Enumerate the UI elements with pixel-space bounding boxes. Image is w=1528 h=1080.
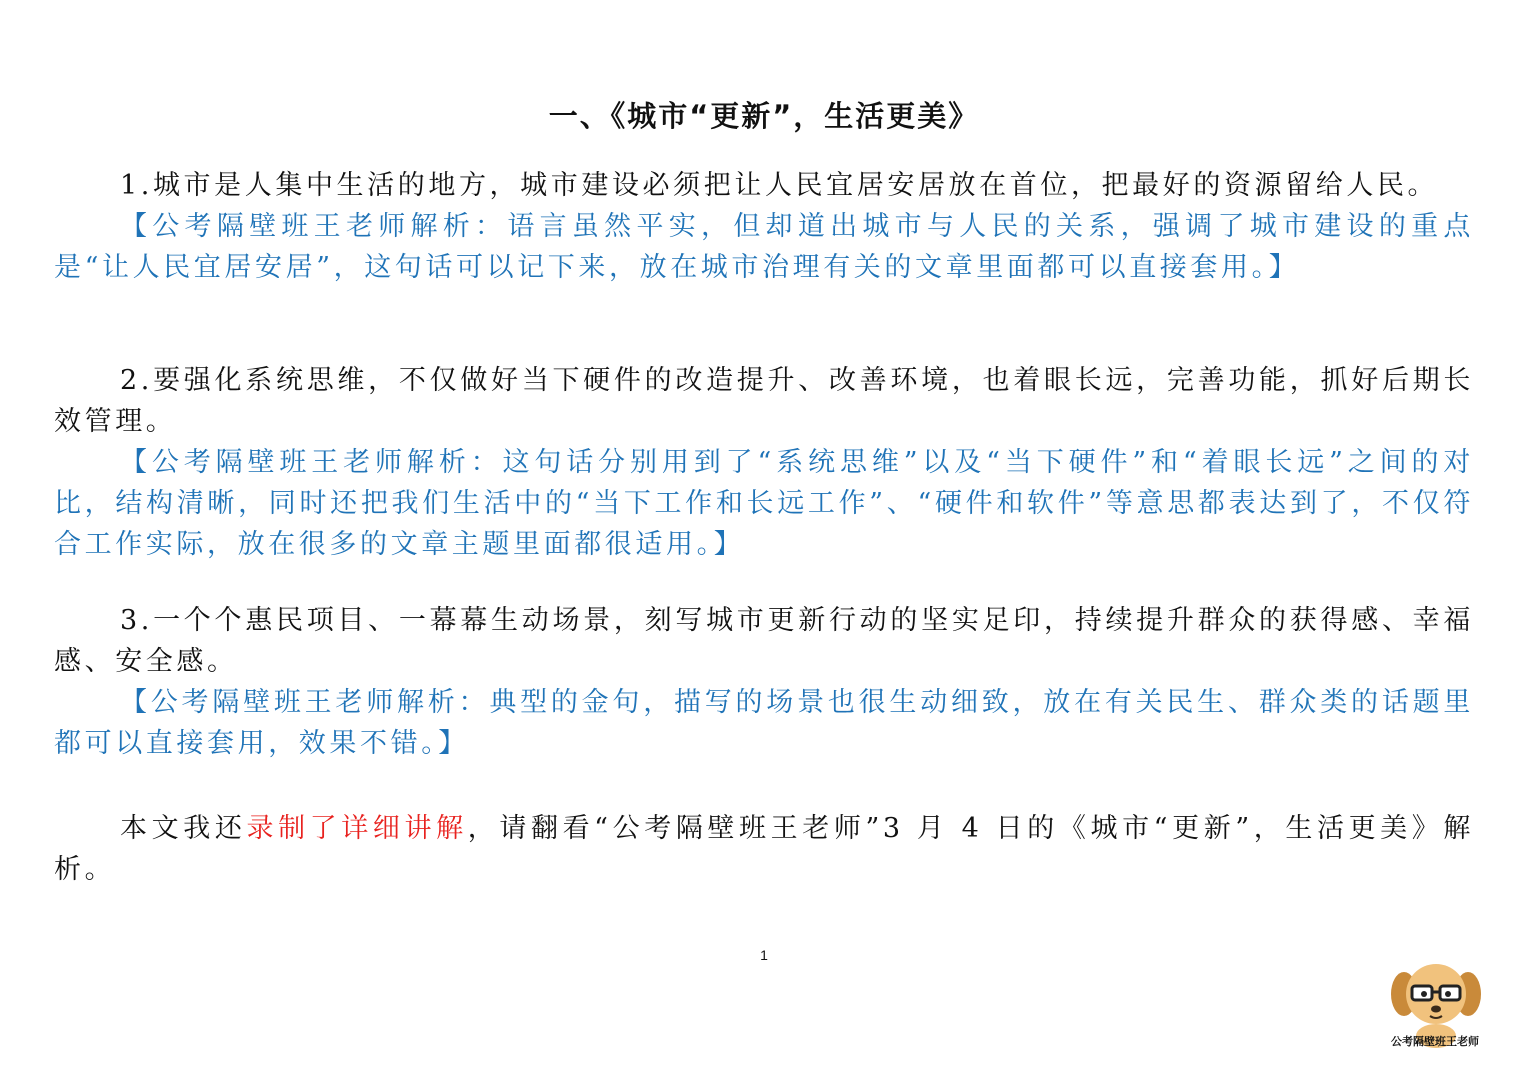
- closing-highlight: 录制了详细讲解: [246, 813, 468, 844]
- item-1: [54, 165, 1474, 288]
- item-text: 3.一个个惠民项目、一幕幕生动场景，刻写城市更新行动的坚实足印，持续提升群众的获得感、幸福感、安全感。: [54, 605, 1474, 677]
- page-title: 一、《城市“更新”，生活更美》: [548, 99, 980, 133]
- item-text: 2.要强化系统思维，不仅做好当下硬件的改造提升、改善环境，也着眼长远，完善功能，抓好后期长效管理。: [54, 365, 1474, 437]
- closing-before: 本文我还: [120, 813, 247, 844]
- item-note: 【公考隔壁班王老师解析：这句话分别用到了“系统思维”以及“当下硬件”和“着眼长远”之间的对比，结构清晰，同时还把我们生活中的“当下工作和长远工作”、“硬件和软件”等意思都表达到了，不仅符合工作实际，放在很多的文章主题里面都很适用。】: [54, 447, 1474, 560]
- page-number: 1: [760, 947, 768, 963]
- item-2: [54, 360, 1474, 565]
- closing-paragraph: [54, 808, 1474, 890]
- item-note: 【公考隔壁班王老师解析：典型的金句，描写的场景也很生动细致，放在有关民生、群众类的话题里都可以直接套用，效果不错。】: [54, 687, 1474, 759]
- item-text: 1.城市是人集中生活的地方，城市建设必须把让人民宜居安居放在首位，把最好的资源留给人民。: [120, 170, 1439, 201]
- logo-caption: 公考隔壁班王老师: [1391, 1035, 1479, 1048]
- closing-after: ，请翻看“公考隔壁班王老师”3 月 4 日的《城市“更新”，生活更美》解析。: [54, 813, 1474, 885]
- item-3: [54, 600, 1474, 764]
- item-note: 【公考隔壁班王老师解析：语言虽然平实，但却道出城市与人民的关系，强调了城市建设的重点是“让人民宜居安居”，这句话可以记下来，放在城市治理有关的文章里面都可以直接套用。】: [54, 211, 1474, 283]
